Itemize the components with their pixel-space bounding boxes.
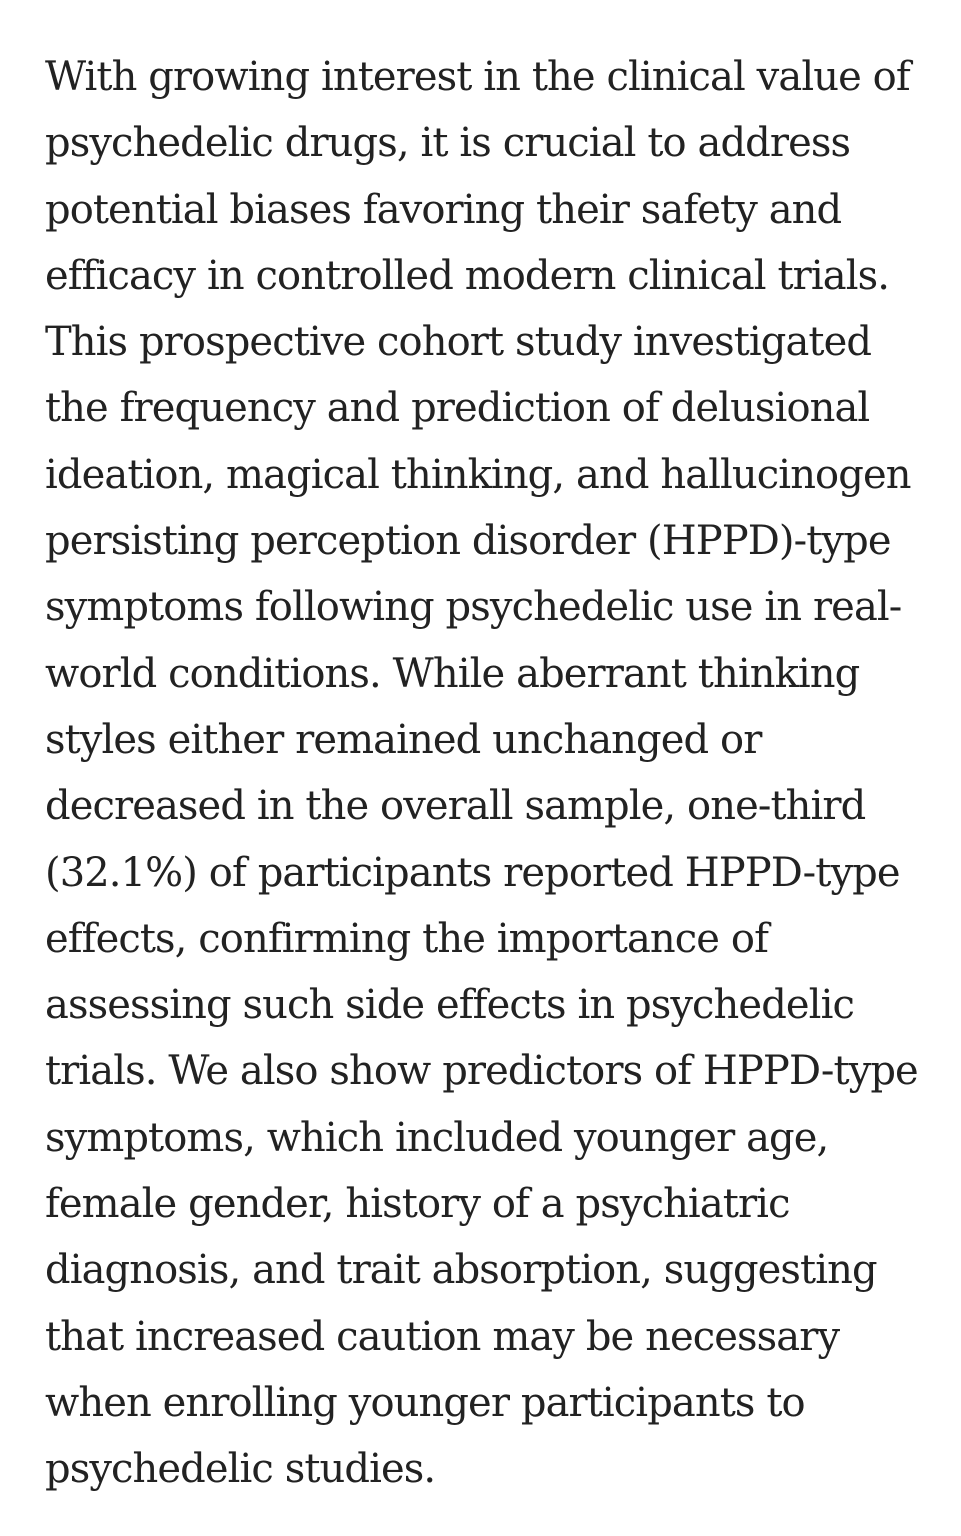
abstract-line: diagnosis, and trait absorption, suggesting <box>45 1247 877 1294</box>
abstract-line: the frequency and prediction of delusional <box>45 385 870 432</box>
abstract-line: decreased in the overall sample, one-third <box>45 783 866 830</box>
abstract-line: (32.1%) of participants reported HPPD-type <box>45 849 900 896</box>
abstract-line: female gender, history of a psychiatric <box>45 1181 790 1228</box>
abstract-line: styles either remained unchanged or <box>45 716 762 763</box>
abstract-line: world conditions. While aberrant thinking <box>45 650 860 697</box>
abstract-line: that increased caution may be necessary <box>45 1313 840 1360</box>
abstract-line: assessing such side effects in psychedelic <box>45 982 854 1029</box>
abstract-line: ideation, magical thinking, and hallucinogen <box>45 451 911 498</box>
abstract-line: symptoms, which included younger age, <box>45 1114 829 1161</box>
abstract-line: psychedelic drugs, it is crucial to address <box>45 120 851 167</box>
abstract-line: persisting perception disorder (HPPD)-type <box>45 518 891 565</box>
abstract-line: This prospective cohort study investigated <box>45 319 872 366</box>
abstract-paragraph <box>45 44 925 1503</box>
abstract-line: when enrolling younger participants to <box>45 1379 805 1426</box>
abstract-line: With growing interest in the clinical value of <box>45 54 910 100</box>
abstract-line: psychedelic studies. <box>45 1446 436 1493</box>
abstract-line: potential biases favoring their safety and <box>45 186 842 233</box>
abstract-line: symptoms following psychedelic use in real- <box>45 584 902 631</box>
abstract-line: trials. We also show predictors of HPPD-type <box>45 1048 918 1095</box>
abstract-line: efficacy in controlled modern clinical trials. <box>45 252 890 299</box>
abstract-line: effects, confirming the importance of <box>45 915 768 962</box>
